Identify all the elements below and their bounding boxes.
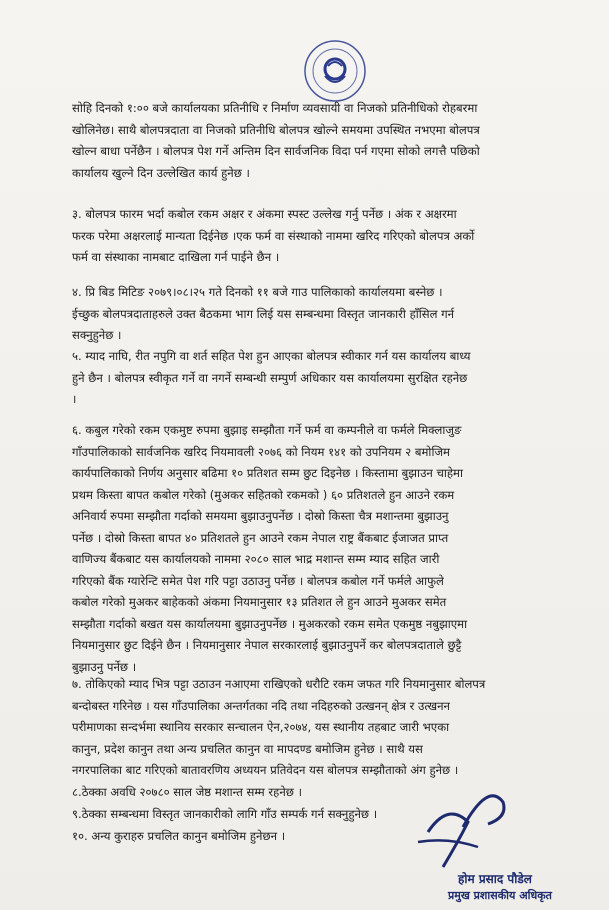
- text-line: पर्नेछ । दोस्रो किस्ता बापत ४० प्रतिशतले हुन आउने रकम नेपाल राष्ट्र बैंकबाट ईजाजत प्राप्त: [72, 530, 449, 545]
- text-line: खोल्न बाधा पर्नेछैन । बोलपत्र पेश गर्ने अन्तिम दिन सार्वजनिक विदा पर्न गएमा सोको लगत्तै पछिको: [72, 144, 480, 158]
- municipality-seal-icon: [300, 36, 370, 106]
- text-line: ईच्छुक बोलपत्रदाताहरुले उक्त बैठकमा भाग लिई यस सम्बन्धमा विस्तृत जानकारी हाँसिल गर्न: [72, 306, 455, 321]
- paragraph-6: [72, 420, 572, 678]
- text-line: कार्यपालिकाको निर्णय अनुसार बढिमा १० प्रतिशत सम्म छुट दिइनेछ । किस्तामा बुझाउन चाहेमा: [72, 466, 463, 480]
- text-line: ४. प्रि बिड मिटिङ २०७९।०८।२५ गते दिनको ११ बजे गाउ पालिकाको कार्यालयमा बस्नेछ ।: [72, 285, 443, 299]
- text-line: गाँउपालिकाको सार्वजनिक खरिद नियमावली २०७६ को नियम १४१ को उपनियम २ बमोजिम: [72, 444, 450, 459]
- text-line: ३. बोलपत्र फारम भर्दा कबोल रकम अक्षर र अंकमा स्पस्ट उल्लेख गर्नु पर्नेछ । अंक र अक्षरमा: [72, 207, 457, 221]
- text-line: फर्म वा संस्थाका नामबाट दाखिला गर्न पाईने छैन ।: [72, 250, 280, 264]
- text-line: कार्यालय खुल्ने दिन उल्लेखित कार्य हुनेछ ।: [72, 165, 250, 180]
- text-line: बन्दोबस्त गरिनेछ । यस गाँउपालिका अन्तर्गतका नदि तथा नदिहरुको उत्खनन् क्षेत्र र उत्खनन: [72, 698, 450, 713]
- paragraph-opening: [72, 98, 572, 184]
- text-line: सोहि दिनको १:०० बजे कार्यालयका प्रतिनीधि र निर्माण व्यवसायी वा निजको प्रतिनीधिको रोहबरमा: [72, 101, 478, 115]
- text-line: प्रथम किस्ता बापत कबोल गरेको (मुअकर सहितको रकमको ) ६० प्रतिशतले हुन आउने रकम: [72, 487, 455, 502]
- paragraph-3: [72, 204, 572, 269]
- text-line: कबोल गरेको मुअकर बाहेकको अंकमा नियमानुसार १३ प्रतिशत ले हुन आउने मुअकर समेत: [72, 595, 447, 609]
- signatory-name: होम प्रसाद पौडेल: [458, 872, 532, 886]
- text-line: नियमानुसार छुट दिईने छैन । नियमानुसार नेपाल सरकारलाई बुझाउनुपर्ने कर बोलपत्रदाताले छुट्टै: [72, 638, 462, 652]
- text-line: परीमाणका सन्दर्भमा स्थानिय सरकार सन्चालन ऐन,२०७४, यस स्थानीय तहबाट जारी भएका: [72, 720, 450, 734]
- paragraph-5: [72, 346, 572, 411]
- text-line: अनिवार्य रुपमा सम्झौता गर्दाको समयमा बुझाउनुपर्नेछ । दोस्रो किस्ता चैत्र मशान्तमा बुझाउनु: [72, 509, 449, 523]
- text-line: १०. अन्य कुराहरु प्रचलित कानुन बमोजिम हुनेछन ।: [72, 829, 286, 843]
- text-line: सम्झौता गर्दाको बखत यस कार्यालयमा बुझाउनुपर्नेछ । मुअकरको रकम समेत एकमुष्ठ नबुझाएमा: [72, 616, 468, 631]
- text-line: कानुन, प्रदेश कानुन तथा अन्य प्रचलित कानुन वा मापदण्ड बमोजिम हुनेछ । साथै यस: [72, 741, 423, 756]
- text-line: बुझाउनु पर्नेछ ।: [72, 659, 137, 674]
- paragraph-7: [72, 674, 572, 782]
- text-line: ७. तोकिएको म्याद भित्र पट्टा उठाउन नआएमा राखिएको धरौटि रकम जफत गरि नियमानुसार बोलपत्र: [72, 677, 486, 691]
- text-line: ।: [72, 392, 77, 406]
- paragraph-4: [72, 282, 572, 347]
- text-line: नगरपालिका बाट गरिएको बातावरणिय अध्ययन प्रतिवेदन यस बोलपत्र सम्झौताको अंग हुनेछ ।: [72, 763, 459, 777]
- text-line: गरिएको बैंक ग्यारेन्टि समेत पेश गरि पट्टा उठाउनु पर्नेछ । बोलपत्र कबोल गर्ने फर्मले आफुले: [72, 573, 444, 588]
- text-line: फरक परेमा अक्षरलाई मान्यता दिईनेछ ।एक फर्म वा संस्थाको नाममा खरिद गरिएको बोलपत्र अर्को: [72, 228, 475, 243]
- text-line: सक्नुहुनेछ ।: [72, 328, 122, 342]
- text-line: वाणिज्य बैंकबाट यस कार्यालयको नाममा २०८० साल भाद्र मशान्त सम्म म्याद सहित जारी: [72, 552, 440, 566]
- text-line: खोलिनेछ। साथै बोलपत्रदाता वा निजको प्रतिनीधि बोलपत्र खोल्ने समयमा उपस्थित नभएमा बोलपत्र: [72, 122, 480, 137]
- text-line: ५. म्याद नाघि, रीत नपुगि वा शर्त सहित पेश हुन आएका बोलपत्र स्वीकार गर्न यस कार्यालय बाध्य: [72, 349, 471, 363]
- text-line: हुने छैन । बोलपत्र स्वीकृत गर्ने वा नगर्ने सम्बन्धी सम्पुर्ण अधिकार यस कार्यालयमा सुरक्षित रहनेछ: [72, 370, 468, 385]
- text-line: ६. कबुल गरेको रकम एकमुष्ट रुपमा बुझाइ सम्झौता गर्ने फर्म वा कम्पनीले वा फर्मले मिक्लाजुङ: [72, 423, 462, 437]
- text-line: ८.ठेक्का अवधि २०७८० साल जेष्ठ मशान्त सम्म रहनेछ ।: [72, 785, 302, 799]
- signatory-title: प्रमुख प्रशासकीय अधिकृत: [448, 889, 552, 902]
- text-line: ९.ठेक्का सम्बन्धमा विस्तृत जानकारीको लागि गाँउ सम्पर्क गर्न सक्नुहुनेछ ।: [72, 807, 378, 821]
